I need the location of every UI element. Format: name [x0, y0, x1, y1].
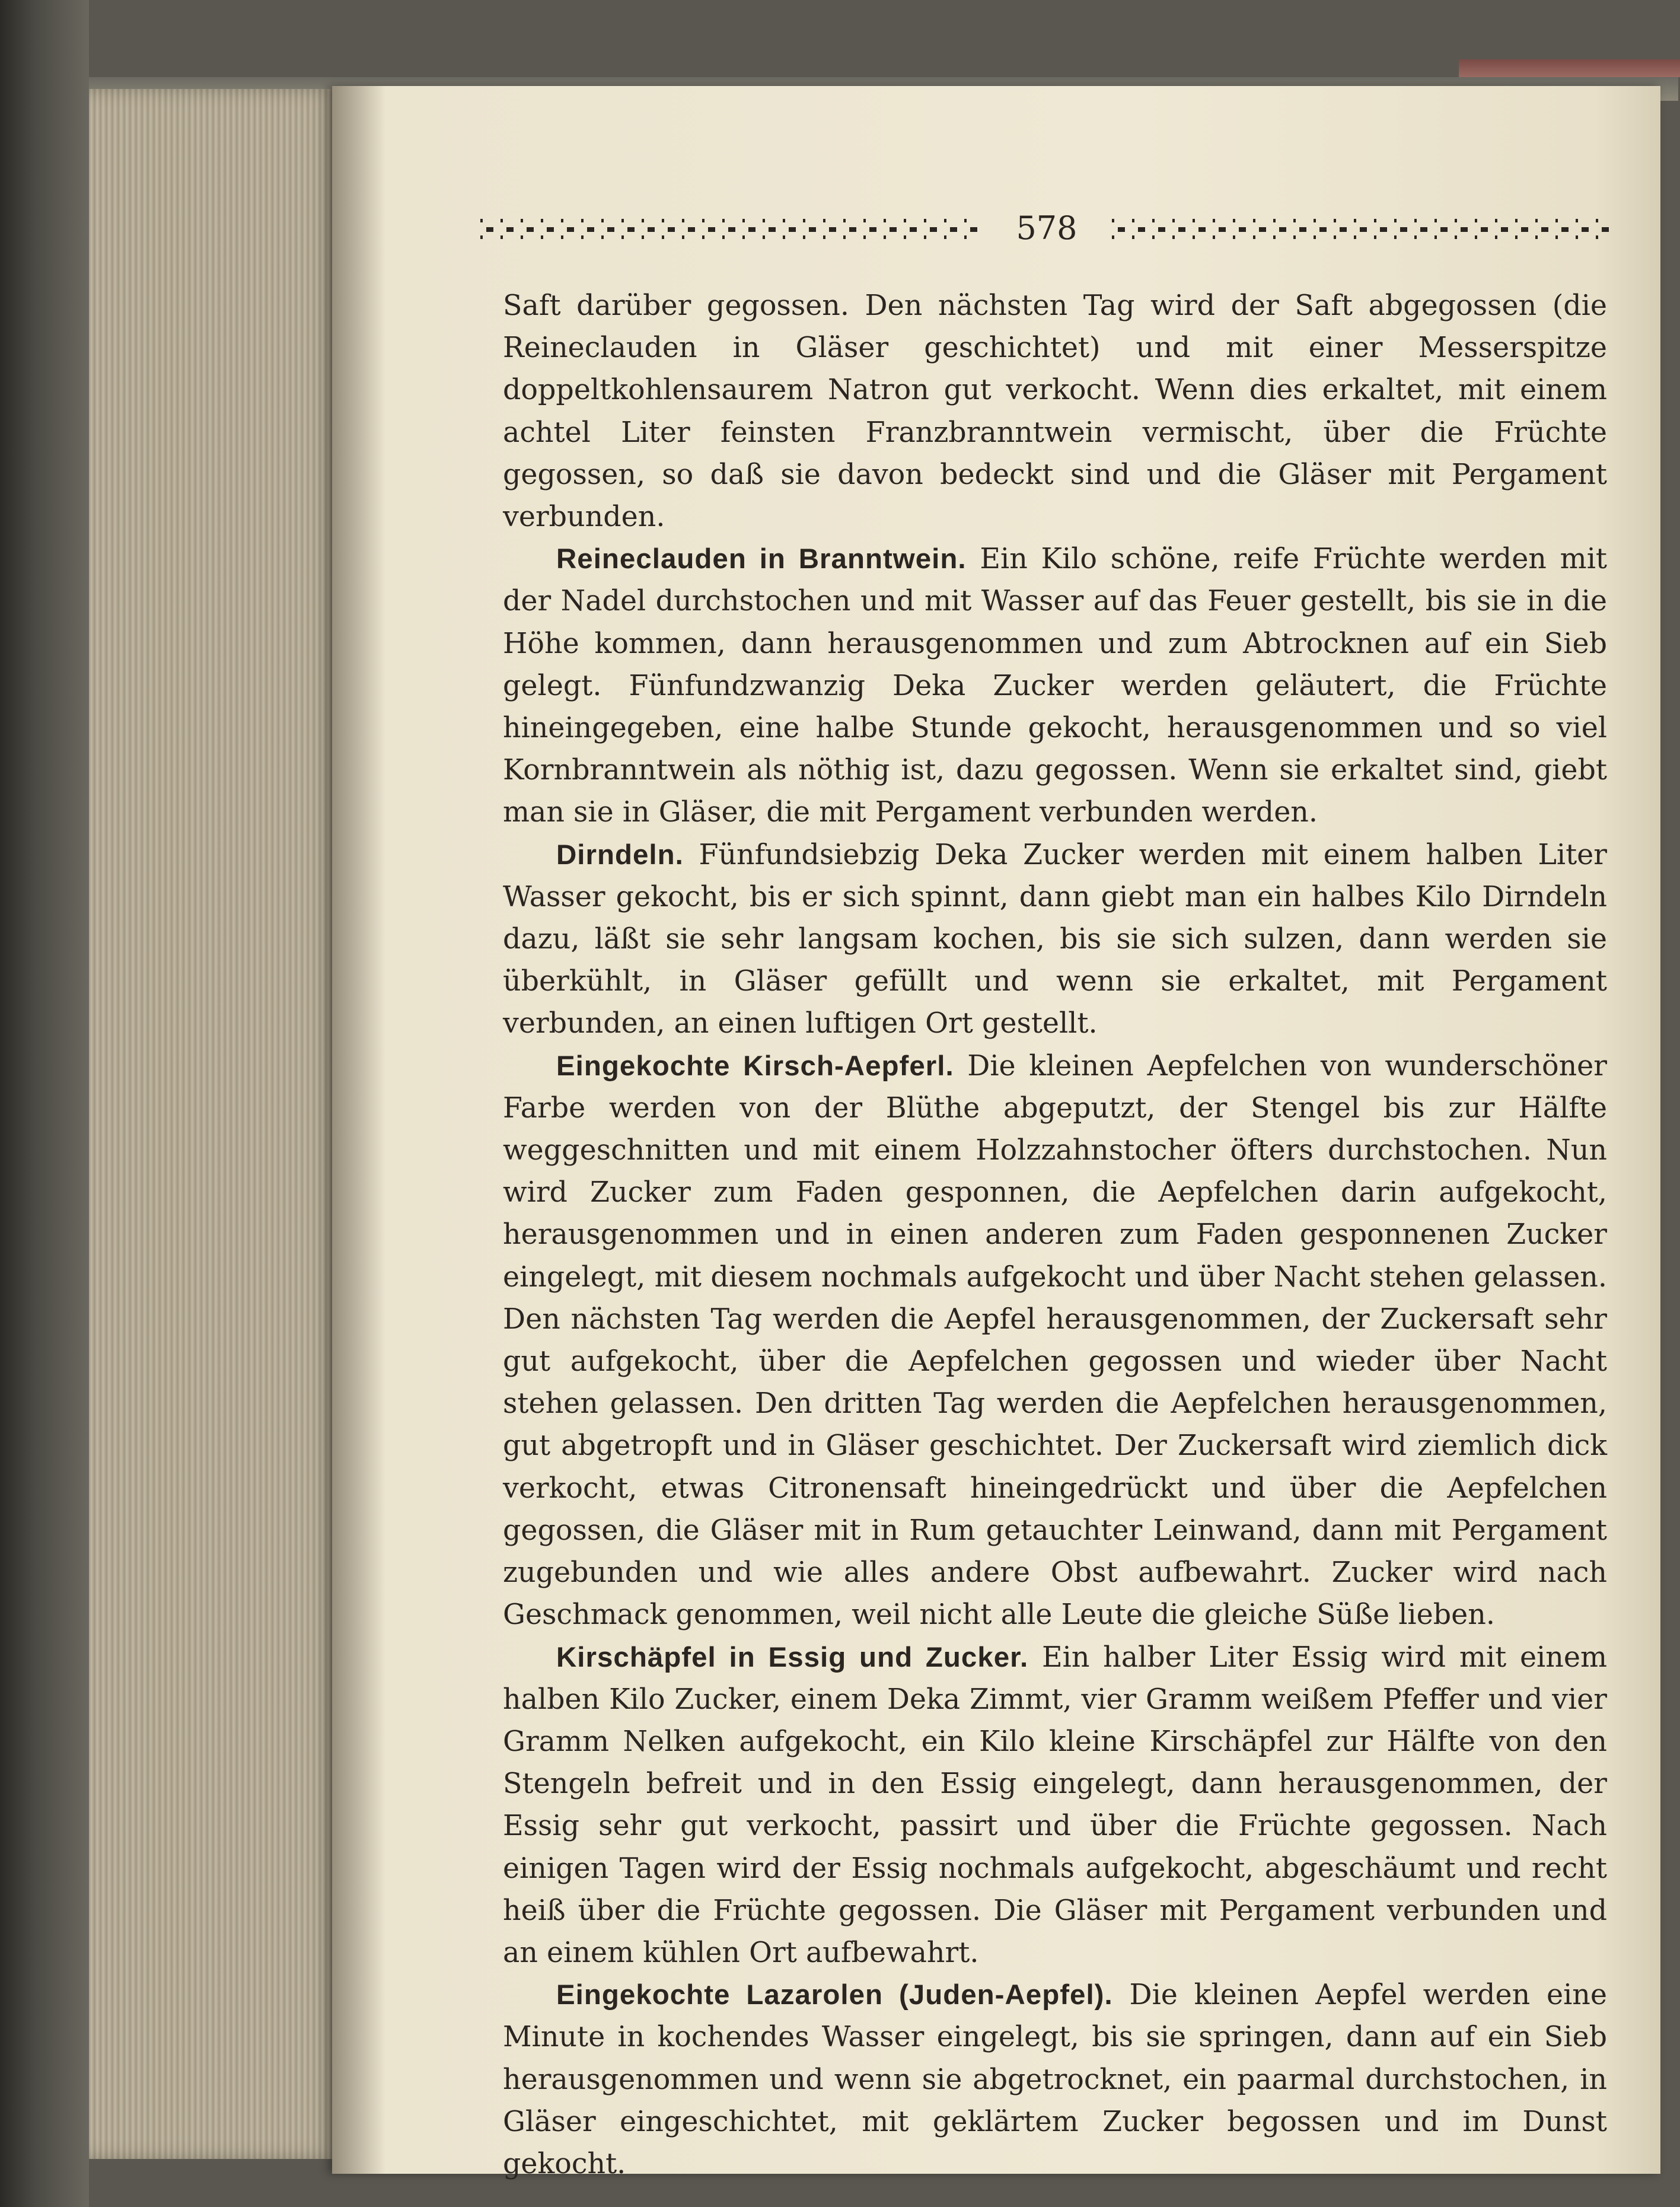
recipe-entry	[503, 538, 1607, 833]
recipe-entry	[503, 1636, 1607, 1974]
recipe-heading: Reineclauden in Branntwein.	[556, 543, 967, 575]
recipe-entry	[503, 1045, 1607, 1636]
recipe-text: Fünfundsiebzig Deka Zucker werden mit einem halben Liter Wasser gekocht, bis er sich spinnt, dann giebt man ein halbes Kilo Dirndeln dazu, läßt sie sehr langsam kochen, bis sie sich sulzen, dann werden sie überkühlt, in Gläser gefüllt und wenn sie erkaltet, mit Pergament verbunden, an einen luftigen Ort gestellt.	[503, 838, 1607, 1040]
header-ornament-right	[1112, 219, 1613, 240]
page-number: 578	[1016, 209, 1078, 247]
paragraph-text: Saft darüber gegossen. Den nächsten Tag wird der Saft abgegossen (die Reineclauden in Gläser geschichtet) und mit einer Messerspitze doppeltkohlensaurem Natron gut verkocht. Wenn dies erkaltet, mit einem achtel Liter feinsten Franzbranntwein vermischt, über die Früchte gegossen, so daß sie davon bedeckt sind und die Gläser mit Pergament verbunden.	[503, 289, 1607, 534]
recipe-text: Die kleinen Aepfelchen von wunderschöner Farbe werden von der Blüthe abgeputzt, der Stengel bis zur Hälfte weggeschnitten und mit einem Holzzahnstocher öfters durchstochen. Nun wird Zucker zum Faden gesponnen, die Aepfelchen darin aufgekocht, herausgenommen und in einen anderen zum Faden gesponnenen Zucker eingelegt, mit diesem nochmals aufgekocht und über Nacht stehen gelassen. Den nächsten Tag werden die Aepfel herausgenommen, der Zuckersaft sehr gut aufgekocht, über die Aepfelchen gegossen und wieder über Nacht stehen gelassen. Den dritten Tag werden die Aepfelchen herausgenommen, gut abgetropft und in Gläser geschichtet. Der Zuckersaft wird ziemlich dick verkocht, etwas Citronensaft hineingedrückt und über die Aepfelchen gegossen, die Gläser mit in Rum getauchter Leinwand, dann mit Pergament zugebunden und wie alles andere Obst aufbewahrt. Zucker wird nach Geschmack genommen, weil nicht alle Leute die gleiche Süße lieben.	[503, 1049, 1607, 1632]
recipe-entry	[503, 1974, 1607, 2185]
recipe-text: Ein Kilo schöne, reife Früchte werden mit der Nadel durchstochen und mit Wasser auf das Feuer gestellt, bis sie in die Höhe kommen, dann herausgenommen und zum Abtrocknen auf ein Sieb gelegt. Fünfundzwanzig Deka Zucker werden geläutert, die Früchte hineingegeben, eine halbe Stunde gekocht, herausgenommen und so viel Kornbranntwein als nöthig ist, dazu gegossen. Wenn sie erkaltet sind, giebt man sie in Gläser, die mit Pergament verbunden werden.	[503, 543, 1607, 829]
recipe-entry	[503, 834, 1607, 1045]
header-ornament-left	[480, 219, 978, 240]
recipe-text: Ein halber Liter Essig wird mit einem halben Kilo Zucker, einem Deka Zimmt, vier Gramm weißem Pfeffer und vier Gramm Nelken aufgekocht, ein Kilo kleine Kirschäpfel zur Hälfte von den Stengeln befreit und in den Essig eingelegt, dann herausgenommen, der Essig sehr gut verkocht, passirt und über die Früchte gegossen. Nach einigen Tagen wird der Essig nochmals aufgekocht, abgeschäumt und recht heiß über die Früchte gegossen. Die Gläser mit Pergament verbunden und an einem kühlen Ort aufbewahrt.	[503, 1641, 1607, 1969]
recipe-text: Die kleinen Aepfel werden eine Minute in kochendes Wasser eingelegt, bis sie springen, dann auf ein Sieb herausgenommen und wenn sie abgetrocknet, ein paarmal durchstochen, in Gläser eingeschichtet, mit geklärtem Zucker begossen und im Dunst gekocht.	[503, 1979, 1607, 2180]
paragraph	[503, 285, 1607, 538]
page-header	[480, 205, 1613, 252]
recipe-heading: Dirndeln.	[556, 839, 684, 871]
page-stack-edges	[89, 89, 338, 2159]
book-top-edge	[1459, 59, 1680, 77]
recipe-heading: Eingekochte Kirsch-Aepferl.	[556, 1050, 954, 1082]
page-body	[503, 285, 1607, 2185]
recipe-heading: Eingekochte Lazarolen (Juden-Aepfel).	[556, 1979, 1113, 2011]
book-cover-edge	[0, 0, 89, 2207]
recipe-heading: Kirschäpfel in Essig und Zucker.	[556, 1641, 1029, 1673]
gutter-shadow	[332, 86, 385, 2174]
